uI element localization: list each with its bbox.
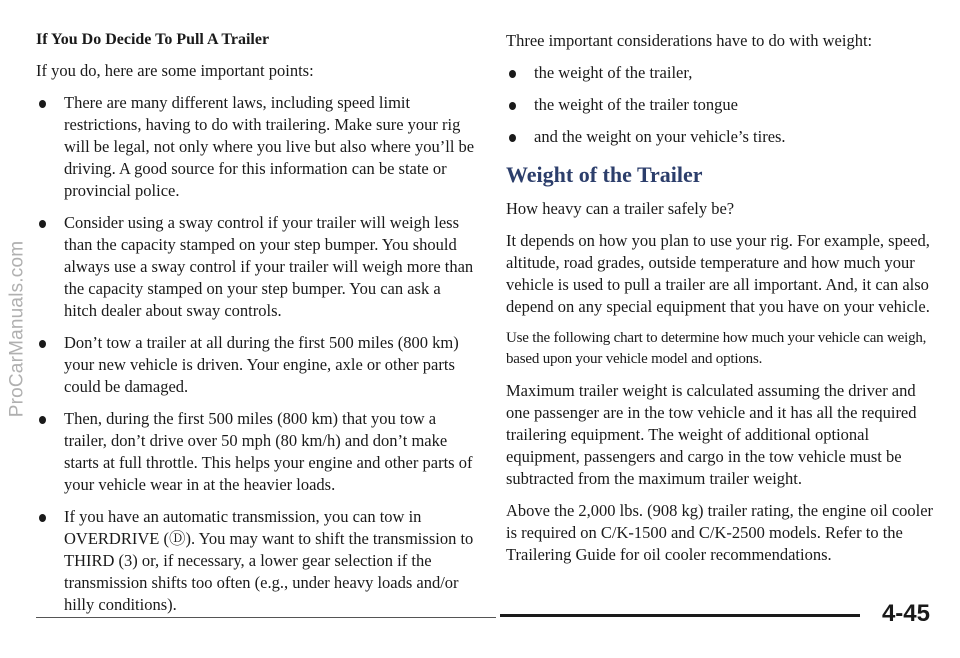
list-item-text: Consider using a sway control if your trailer will weigh less than the capacity stamped on your step bumper. You should always use a sway control if your trailer will weigh more than the capacity stamped on your step bumper. You can ask a hitch dealer about sway controls. bbox=[64, 213, 474, 320]
footer-rule-thick bbox=[500, 614, 860, 617]
list-item bbox=[506, 126, 936, 148]
paragraph: How heavy can a trailer safely be? bbox=[506, 199, 735, 218]
bullet-icon bbox=[39, 416, 46, 424]
list-item bbox=[36, 332, 476, 398]
list-item bbox=[36, 92, 476, 202]
right-column bbox=[506, 30, 936, 576]
list-item-text: If you have an automatic transmission, you can tow in OVERDRIVE (Ⓓ). You may want to shift the transmission to THIRD (3) or, if necessary, a lower gear selection if the transmission shifts too often (e.g., under heavy loads and/or hilly conditions). bbox=[64, 507, 474, 614]
watermark bbox=[6, 0, 28, 658]
list-item-text: Don’t tow a trailer at all during the first 500 miles (800 km) your new vehicle is driven. Your engine, axle or other parts could be damaged. bbox=[64, 333, 459, 396]
bullet-icon bbox=[39, 220, 46, 228]
bullet-icon bbox=[39, 514, 46, 522]
bullet-icon bbox=[509, 134, 516, 142]
bullet-icon bbox=[509, 70, 516, 78]
list-item bbox=[36, 212, 476, 322]
list-item bbox=[36, 408, 476, 496]
left-column bbox=[36, 30, 476, 626]
bullet-icon bbox=[509, 102, 516, 110]
list-item bbox=[36, 506, 476, 616]
weight-list bbox=[506, 62, 936, 148]
intro-text: If you do, here are some important points: bbox=[36, 61, 314, 80]
weight-intro: Three important considerations have to do with weight: bbox=[506, 31, 873, 50]
section-heading: If You Do Decide To Pull A Trailer bbox=[36, 31, 270, 48]
list-item bbox=[506, 94, 936, 116]
footer-rule bbox=[36, 617, 496, 618]
chart-note: Use the following chart to determine how much your vehicle can weigh, based upon your vehicle model and options. bbox=[506, 330, 927, 367]
list-item-text: Then, during the first 500 miles (800 km) that you tow a trailer, don’t drive over 50 mph (80 km/h) and don’t make starts at full throttle. This helps your engine and other parts of your vehicle wear in at the heavier loads. bbox=[64, 409, 473, 494]
list-item-text: the weight of the trailer tongue bbox=[534, 95, 738, 114]
bullet-icon bbox=[39, 340, 46, 348]
list-item-text: the weight of the trailer, bbox=[534, 63, 693, 82]
paragraph: Above the 2,000 lbs. (908 kg) trailer rating, the engine oil cooler is required on C/K-1500 and C/K-2500 models. Refer to the Trailering Guide for oil cooler recommendations. bbox=[506, 501, 934, 564]
points-list bbox=[36, 92, 476, 616]
watermark-text: ProCarManuals.com bbox=[6, 240, 28, 418]
list-item-text: and the weight on your vehicle’s tires. bbox=[534, 127, 786, 146]
list-item bbox=[506, 62, 936, 84]
page-number: 4-45 bbox=[881, 600, 930, 627]
bullet-icon bbox=[39, 100, 46, 108]
section-heading-weight: Weight of the Trailer bbox=[506, 162, 703, 187]
list-item-text: There are many different laws, including speed limit restrictions, having to do with trailering. Make sure your rig will be legal, not only where you live but also where you’ll be driving. A good source for this information can be state or provincial police. bbox=[64, 93, 475, 200]
paragraph: It depends on how you plan to use your rig. For example, speed, altitude, road grades, outside temperature and how much your vehicle is used to pull a trailer are all important. And, it can also depend on any special equipment that you have on your vehicle. bbox=[506, 231, 930, 316]
paragraph: Maximum trailer weight is calculated assuming the driver and one passenger are in the tow vehicle and it has all the required trailering equipment. The weight of additional optional equipment, passengers and cargo in the tow vehicle must be subtracted from the maximum trailer weight. bbox=[506, 381, 917, 488]
